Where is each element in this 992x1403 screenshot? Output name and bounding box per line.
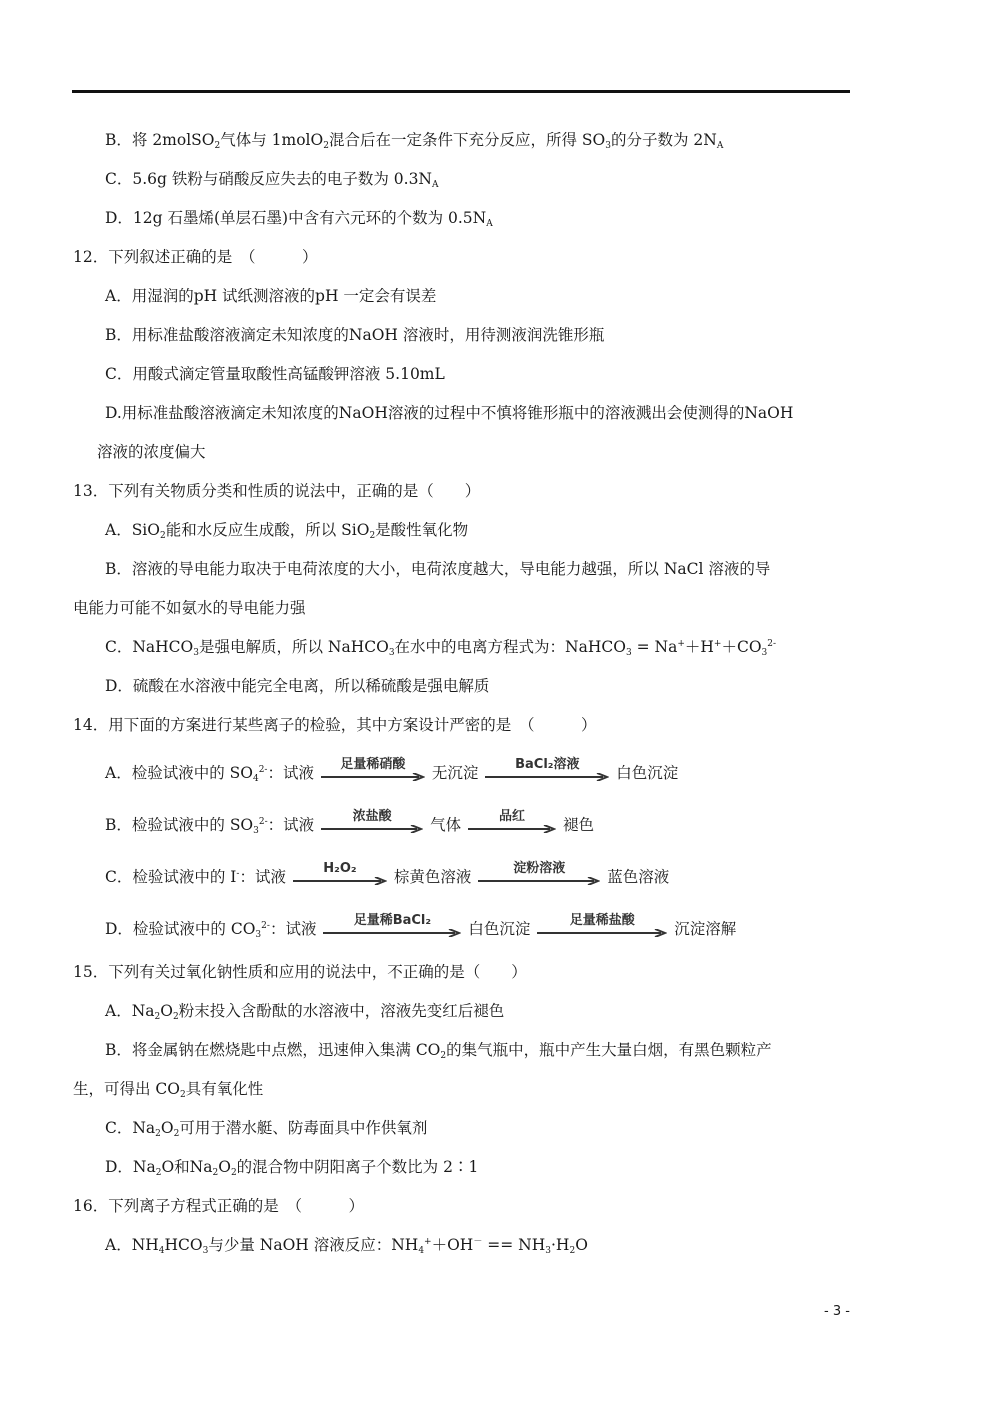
q14-option-c: C．检验试液中的 I-：试液 H₂O₂ 棕黄色溶液 淀粉溶液 蓝色溶液: [105, 861, 670, 886]
reaction-arrow: BaCl₂溶液: [485, 757, 609, 783]
q13-option-b: B．溶液的导电能力取决于电荷浓度的大小，电荷浓度越大，导电能力越强，所以 NaCl 溶液的导: [105, 560, 771, 578]
reaction-arrow: 浓盐酸: [321, 809, 423, 835]
q15-option-b-cont: 生，可得出 $CO_2$具有氧化性: [73, 1080, 264, 1100]
q13-stem: 13．下列有关物质分类和性质的说法中，正确的是（ ）: [73, 482, 481, 500]
q12-option-b: B．用标准盐酸溶液滴定未知浓度的NaOH 溶液时，用待测液润洗锥形瓶: [105, 326, 605, 344]
q12-stem: 12．下列叙述正确的是 （ ）: [73, 248, 318, 266]
q16-option-a: A．$NH_4HCO_3$与少量 NaOH 溶液反应：$NH_4^++OH^- == NH_3\cdot H_2O$: [105, 1236, 588, 1256]
q15-option-a: A．$Na_2O_2$粉末投入含酚酞的水溶液中，溶液先变红后褪色: [105, 1002, 505, 1022]
q14-option-d: D．检验试液中的 $CO_3^{2-}$：试液 足量稀BaCl₂ 白色沉淀 足量稀盐酸 沉淀溶解: [105, 913, 737, 940]
reaction-arrow: H₂O₂: [293, 861, 387, 887]
page-number: - 3 -: [824, 1304, 850, 1319]
q12-option-c: C．用酸式滴定管量取酸性高锰酸钾溶液 5.10mL: [105, 365, 445, 383]
reaction-arrow: 足量稀硝酸: [321, 757, 425, 783]
q12-option-a: A．用湿润的pH 试纸测溶液的pH 一定会有误差: [105, 287, 437, 305]
q15-option-c: C．$Na_2O_2$可用于潜水艇、防毒面具中作供氧剂: [105, 1119, 428, 1139]
q14-option-a: A．检验试液中的 $SO_4^{2-}$：试液 足量稀硝酸 无沉淀 BaCl₂溶液 白色沉淀: [105, 757, 679, 784]
reaction-arrow: 品红: [468, 809, 556, 835]
q13-option-d: D．硫酸在水溶液中能完全电离，所以稀硫酸是强电解质: [105, 677, 490, 695]
q11-option-c: C．5.6g 铁粉与硝酸反应失去的电子数为 $0.3N_A$: [105, 170, 439, 190]
header-rule: [72, 90, 850, 93]
q15-stem: 15．下列有关过氧化钠性质和应用的说法中，不正确的是（ ）: [73, 963, 527, 981]
q13-option-a: A．SiO$_2$能和水反应生成酸，所以 SiO$_2$是酸性氧化物: [105, 521, 469, 541]
q14-option-b: B．检验试液中的 $SO_3^{2-}$：试液 浓盐酸 气体 品红 褪色: [105, 809, 594, 836]
q13-option-c: C．NaHCO$_3$是强电解质，所以 NaHCO$_3$在水中的电离方程式为：NaHCO$_3$ = $Na^++H^++CO_3^{2-}$: [105, 638, 777, 658]
q14-stem: 14．用下面的方案进行某些离子的检验，其中方案设计严密的是 （ ）: [73, 716, 597, 734]
q13-option-b-cont: 电能力可能不如氨水的导电能力强: [73, 599, 306, 617]
q15-option-b: B．将金属钠在燃烧匙中点燃，迅速伸入集满 $CO_2$的集气瓶中，瓶中产生大量白烟，有黑色颗粒产: [105, 1041, 772, 1061]
q12-option-d-cont: 溶液的浓度偏大: [97, 443, 206, 461]
q11-option-b: B．将 2molSO$_2$气体与 1molO$_2$混合后在一定条件下充分反应，所得 $SO_3$的分子数为 $2N_A$: [105, 131, 724, 151]
q11-option-d: D．12g 石墨烯(单层石墨)中含有六元环的个数为 $0.5N_A$: [105, 209, 493, 229]
reaction-arrow: 淀粉溶液: [478, 861, 600, 887]
q16-stem: 16．下列离子方程式正确的是 （ ）: [73, 1197, 364, 1215]
reaction-arrow: 足量稀盐酸: [537, 913, 667, 939]
q12-option-d: D.用标准盐酸溶液滴定未知浓度的NaOH溶液的过程中不慎将锥形瓶中的溶液溅出会使测得的NaOH: [105, 404, 794, 422]
reaction-arrow: 足量稀BaCl₂: [323, 913, 461, 939]
q15-option-d: D．$Na_2O$和$Na_2O_2$的混合物中阴阳离子个数比为 2∶1: [105, 1158, 479, 1178]
